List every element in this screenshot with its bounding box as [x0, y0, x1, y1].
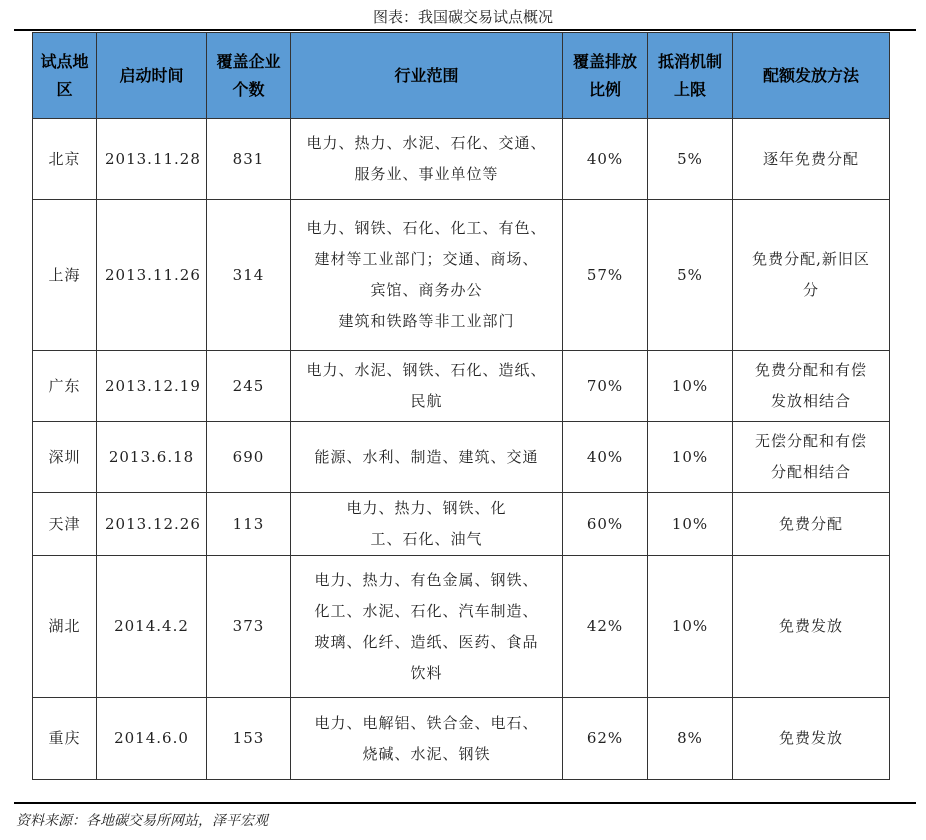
cell-start-date: 2013.11.28: [97, 119, 207, 200]
cell-company-count: 373: [207, 556, 291, 698]
header-coverage-ratio: 覆盖排放比例: [563, 33, 648, 119]
cell-allocation-method: 无偿分配和有偿 分配相结合: [733, 422, 890, 493]
cell-coverage-ratio: 70%: [563, 351, 648, 422]
cell-offset-limit: 10%: [648, 422, 733, 493]
header-start-date: 启动时间: [97, 33, 207, 119]
cell-allocation-method: 免费发放: [733, 556, 890, 698]
cell-start-date: 2013.11.26: [97, 200, 207, 351]
source-note: 资料来源：各地碳交易所网站，泽平宏观: [16, 813, 268, 829]
cell-start-date: 2013.12.26: [97, 493, 207, 556]
cell-allocation-method: 免费分配,新旧区 分: [733, 200, 890, 351]
cell-industry-scope: 能源、水利、制造、建筑、交通: [291, 422, 563, 493]
cell-start-date: 2013.12.19: [97, 351, 207, 422]
cell-region: 湖北: [33, 556, 97, 698]
cell-coverage-ratio: 57%: [563, 200, 648, 351]
table-row: [33, 422, 890, 493]
cell-region: 重庆: [33, 698, 97, 780]
table-caption: 图表：我国碳交易试点概况: [372, 8, 553, 26]
pilot-table: [32, 32, 890, 780]
cell-coverage-ratio: 40%: [563, 119, 648, 200]
header-region: 试点地区: [33, 33, 97, 119]
cell-industry-scope: 电力、钢铁、石化、化工、有色、 建材等工业部门；交通、商场、 宾馆、商务办公 建筑和铁路等非工业部门: [291, 200, 563, 351]
table-row: [33, 351, 890, 422]
table-row: [33, 200, 890, 351]
header-offset-limit: 抵消机制上限: [648, 33, 733, 119]
cell-region: 上海: [33, 200, 97, 351]
cell-coverage-ratio: 62%: [563, 698, 648, 780]
cell-start-date: 2013.6.18: [97, 422, 207, 493]
cell-allocation-method: 免费发放: [733, 698, 890, 780]
cell-offset-limit: 8%: [648, 698, 733, 780]
table-row: [33, 698, 890, 780]
header-industry-scope: 行业范围: [291, 33, 563, 119]
cell-coverage-ratio: 40%: [563, 422, 648, 493]
cell-start-date: 2014.6.0: [97, 698, 207, 780]
cell-allocation-method: 免费分配: [733, 493, 890, 556]
table-row: [33, 493, 890, 556]
cell-company-count: 153: [207, 698, 291, 780]
cell-allocation-method: 逐年免费分配: [733, 119, 890, 200]
cell-coverage-ratio: 60%: [563, 493, 648, 556]
cell-region: 天津: [33, 493, 97, 556]
cell-region: 广东: [33, 351, 97, 422]
cell-region: 深圳: [33, 422, 97, 493]
bottom-rule: [14, 802, 916, 804]
table-row: [33, 556, 890, 698]
cell-coverage-ratio: 42%: [563, 556, 648, 698]
cell-industry-scope: 电力、电解铝、铁合金、电石、 烧碱、水泥、钢铁: [291, 698, 563, 780]
cell-offset-limit: 5%: [648, 119, 733, 200]
top-rule: [14, 29, 916, 31]
cell-industry-scope: 电力、热力、钢铁、化 工、石化、油气: [291, 493, 563, 556]
cell-company-count: 831: [207, 119, 291, 200]
cell-company-count: 690: [207, 422, 291, 493]
cell-start-date: 2014.4.2: [97, 556, 207, 698]
table-row: [33, 119, 890, 200]
cell-industry-scope: 电力、水泥、钢铁、石化、造纸、 民航: [291, 351, 563, 422]
cell-company-count: 245: [207, 351, 291, 422]
header-company-count: 覆盖企业个数: [207, 33, 291, 119]
cell-company-count: 314: [207, 200, 291, 351]
cell-allocation-method: 免费分配和有偿 发放相结合: [733, 351, 890, 422]
cell-offset-limit: 10%: [648, 556, 733, 698]
cell-offset-limit: 5%: [648, 200, 733, 351]
header-allocation-method: 配额发放方法: [733, 33, 890, 119]
cell-industry-scope: 电力、热力、有色金属、钢铁、 化工、水泥、石化、汽车制造、 玻璃、化纤、造纸、医药、食品 饮料: [291, 556, 563, 698]
cell-region: 北京: [33, 119, 97, 200]
header-row: [33, 33, 890, 119]
cell-offset-limit: 10%: [648, 493, 733, 556]
cell-company-count: 113: [207, 493, 291, 556]
cell-offset-limit: 10%: [648, 351, 733, 422]
cell-industry-scope: 电力、热力、水泥、石化、交通、 服务业、事业单位等: [291, 119, 563, 200]
